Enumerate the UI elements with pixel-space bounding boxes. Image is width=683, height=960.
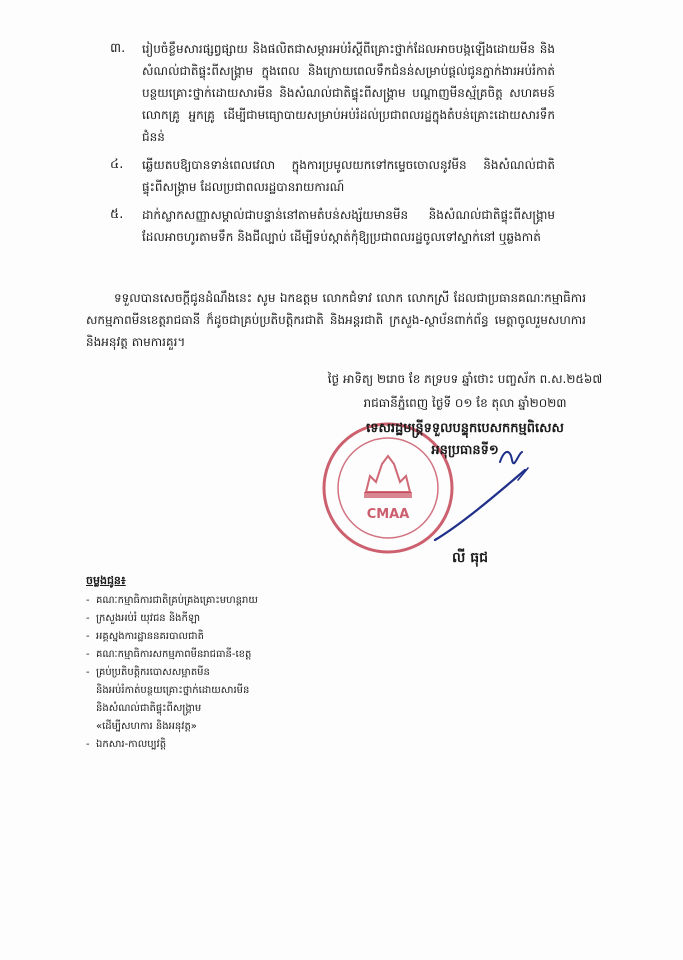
lunar-date: ថ្ងៃ អាទិត្យ ២រោច ខែ ភទ្របទ ឆ្នាំថោះ បញ្ចស័ក ព.ស.២៥៦៧ [327, 372, 603, 386]
copy-to-section [86, 572, 386, 754]
office-subtitle: អនុប្រធានទី១ [431, 443, 499, 458]
item-text: រៀបចំខ្លឹមសារផ្សព្វផ្សាយ និងផលិតជាសម្ភារអប់រំស្តីពីគ្រោះថ្នាក់ដែលអាចបង្កឡើងដោយមីន និងសំណល់ជាតិផ្ទុះពីសង្គ្រាម ក្នុងពេល និងក្រោយពេលទឹកជំនន់សម្រាប់ផ្តល់ជូនភ្នាក់ងារអប់រំកាត់បន្ថយគ្រោះថ្នាក់ដោយសារមីន និងសំណល់ជាតិផ្ទុះពីសង្គ្រាម បណ្តាញមីនស្ម័គ្រចិត្ត សហគមន៍ លោកគ្រូ អ្នកគ្រូ ដើម្បីជាមធ្យោបាយសម្រាប់អប់រំដល់ប្រជាពលរដ្ឋក្នុងតំបន់គ្រោះដោយសារទឹកជំនន់ [142, 42, 555, 144]
item-text: ឆ្លើយតបឱ្យបានទាន់ពេលវេលា ក្នុងការប្រមូលយកទៅកម្ទេចចោលនូវមីន និងសំណល់ជាតិផ្ទុះពីសង្គ្រាម ដែលប្រជាពលរដ្ឋបានរាយការណ៍ [142, 158, 555, 194]
numbered-list [110, 38, 555, 254]
item-text: ដាក់ស្លាកសញ្ញាសម្គាល់ជាបន្ទាន់នៅតាមតំបន់សង្ស័យមានមីន និងសំណល់ជាតិផ្ទុះពីសង្គ្រាម ដែលអាចហូរតាមទឹក និងជីល្បាប់ ដើម្បីទប់ស្កាត់កុំឱ្យប្រជាពលរដ្ឋចូលទៅស្ទាក់នៅ ឬឆ្លងកាត់ [142, 208, 555, 244]
closing-paragraph: ទទួលបានសេចក្តីជូនដំណឹងនេះ សូម ឯកឧត្តម លោកជំទាវ លោក លោកស្រី ដែលជាប្រធានគណៈកម្មាធិការសកម្មភាពមីនខេត្តរាជធានី ក៏ដូចជាគ្រប់ប្រតិបត្តិករជាតិ និងអន្តរជាតិ ក្រសួង-ស្ថាប័នពាក់ព័ន្ធ មេត្តាចូលរួមសហការ និងអនុវត្ត តាមការគួរ។ [86, 291, 586, 349]
signer-name: លី ធុជ [452, 550, 488, 566]
list-item: - គណៈកម្មាធិការជាតិគ្រប់គ្រងគ្រោះមហន្តរាយ [86, 595, 258, 606]
list-item [110, 204, 555, 248]
item-number: ៥. [110, 207, 124, 222]
stamp-text: CMAA [366, 507, 410, 522]
list-item: - ឯកសារ-កាលប្បវត្តិ [86, 739, 167, 750]
office-title: ទេសរដ្ឋមន្ត្រីទទួលបន្ទុកបេសកកម្មពិសេស [366, 421, 564, 436]
solar-date: រាជធានីភ្នំពេញ ថ្ងៃទី ០១ ខែ តុលា ឆ្នាំ២០២៣ [363, 396, 567, 410]
list-item [110, 154, 555, 198]
item-number: ៣. [110, 41, 126, 56]
handwritten-signature [430, 440, 550, 550]
list-item: - គណៈកម្មាធិការសកម្មភាពមីនរាជធានី-ខេត្ត [86, 649, 252, 660]
item-number: ៤. [110, 157, 124, 172]
copy-to-title: ចម្លងជូន៖ [86, 574, 126, 587]
list-item [110, 38, 555, 148]
list-item: - ក្រសួងអប់រំ យុវជន និងកីឡា [86, 613, 201, 624]
list-item: - អគ្គស្នងការដ្ឋាននគរបាលជាតិ [86, 631, 204, 642]
list-item: - គ្រប់ប្រតិបត្តិករបោសសម្អាតមីន និងអប់រំកាត់បន្ថយគ្រោះថ្នាក់ដោយសារមីន និងសំណល់ជាតិផ្ទុះពីសង្គ្រាម «ដើម្បីសហការ និងអនុវត្ត» [86, 667, 250, 732]
